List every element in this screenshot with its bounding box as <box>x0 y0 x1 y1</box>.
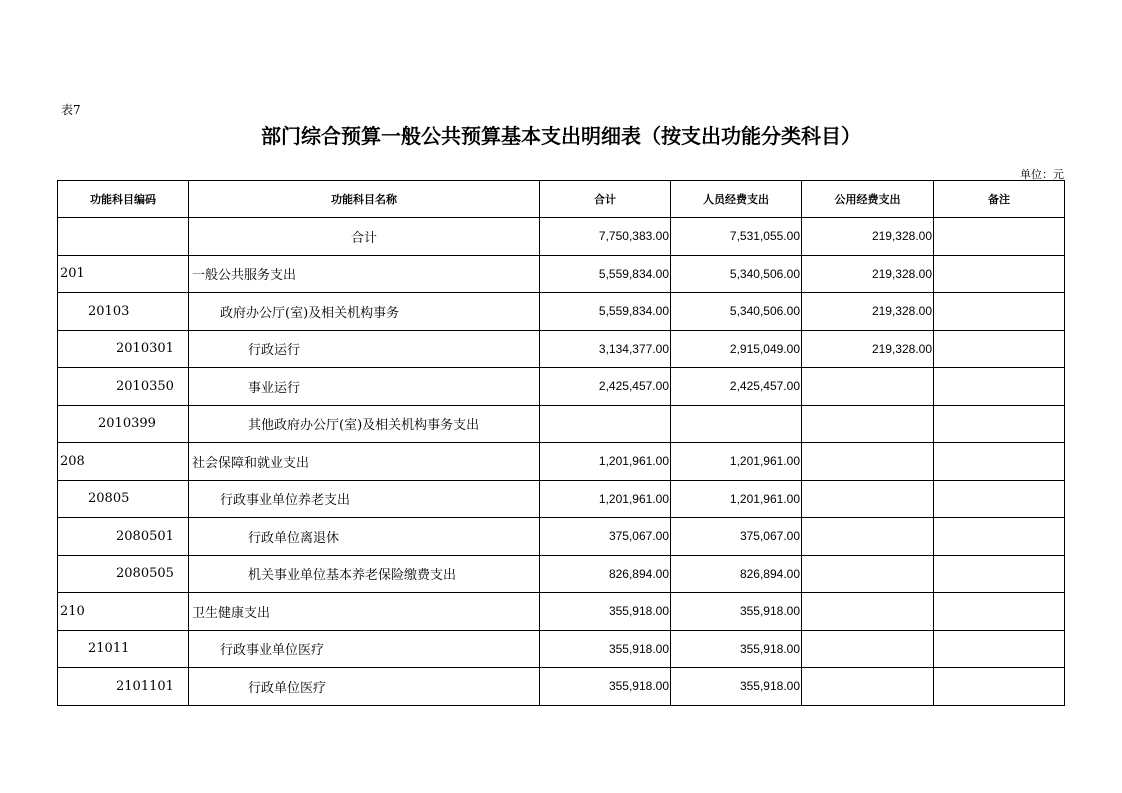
public-cell <box>802 443 934 481</box>
name-cell: 其他政府办公厅(室)及相关机构事务支出 <box>189 405 540 443</box>
total-name-cell: 合计 <box>189 218 540 256</box>
remark-cell <box>934 480 1065 518</box>
name-cell: 卫生健康支出 <box>189 593 540 631</box>
name-cell: 社会保障和就业支出 <box>189 443 540 481</box>
table-row <box>58 293 1065 331</box>
total-cell: 1,201,961.00 <box>540 443 671 481</box>
personnel-cell: 355,918.00 <box>671 668 802 706</box>
total-cell <box>540 405 671 443</box>
name-cell: 行政运行 <box>189 330 540 368</box>
code-cell: 2010399 <box>58 405 189 443</box>
personnel-cell: 1,201,961.00 <box>671 480 802 518</box>
unit-label: 单位：元 <box>1020 168 1064 181</box>
table-row <box>58 330 1065 368</box>
code-cell: 208 <box>58 443 189 481</box>
public-cell <box>802 405 934 443</box>
personnel-cell: 5,340,506.00 <box>671 255 802 293</box>
total-amount-cell: 7,750,383.00 <box>540 218 671 256</box>
total-cell: 3,134,377.00 <box>540 330 671 368</box>
public-cell <box>802 593 934 631</box>
header-public: 公用经费支出 <box>802 181 934 218</box>
total-row <box>58 218 1065 256</box>
personnel-cell: 2,915,049.00 <box>671 330 802 368</box>
total-cell: 1,201,961.00 <box>540 480 671 518</box>
total-cell: 5,559,834.00 <box>540 255 671 293</box>
table-row <box>58 593 1065 631</box>
personnel-cell <box>671 405 802 443</box>
total-cell: 355,918.00 <box>540 630 671 668</box>
total-cell: 355,918.00 <box>540 668 671 706</box>
code-cell: 2010301 <box>58 330 189 368</box>
name-cell: 事业运行 <box>189 368 540 406</box>
name-cell: 行政事业单位养老支出 <box>189 480 540 518</box>
header-code: 功能科目编码 <box>58 181 189 218</box>
public-cell <box>802 480 934 518</box>
remark-cell <box>934 593 1065 631</box>
remark-cell <box>934 443 1065 481</box>
header-total: 合计 <box>540 181 671 218</box>
public-cell: 219,328.00 <box>802 293 934 331</box>
remark-cell <box>934 668 1065 706</box>
name-cell: 行政单位医疗 <box>189 668 540 706</box>
header-remark: 备注 <box>934 181 1065 218</box>
personnel-cell: 375,067.00 <box>671 518 802 556</box>
public-cell <box>802 668 934 706</box>
code-cell: 201 <box>58 255 189 293</box>
table-row <box>58 555 1065 593</box>
table-row <box>58 443 1065 481</box>
name-cell: 机关事业单位基本养老保险缴费支出 <box>189 555 540 593</box>
table-row <box>58 405 1065 443</box>
table-header-row <box>58 181 1065 218</box>
remark-cell <box>934 518 1065 556</box>
remark-cell <box>934 293 1065 331</box>
code-cell: 2010350 <box>58 368 189 406</box>
table-row <box>58 518 1065 556</box>
table-row <box>58 668 1065 706</box>
code-cell: 20103 <box>58 293 189 331</box>
header-personnel: 人员经费支出 <box>671 181 802 218</box>
table-number-label: 表7 <box>61 103 81 117</box>
remark-cell <box>934 330 1065 368</box>
table-row <box>58 368 1065 406</box>
code-cell: 2080505 <box>58 555 189 593</box>
name-cell: 政府办公厅(室)及相关机构事务 <box>189 293 540 331</box>
table-row <box>58 255 1065 293</box>
remark-cell <box>934 630 1065 668</box>
header-name: 功能科目名称 <box>189 181 540 218</box>
total-cell: 2,425,457.00 <box>540 368 671 406</box>
personnel-cell: 1,201,961.00 <box>671 443 802 481</box>
total-cell: 5,559,834.00 <box>540 293 671 331</box>
public-cell <box>802 555 934 593</box>
name-cell: 行政单位离退休 <box>189 518 540 556</box>
code-cell: 21011 <box>58 630 189 668</box>
total-cell: 355,918.00 <box>540 593 671 631</box>
code-cell: 2101101 <box>58 668 189 706</box>
remark-cell <box>934 368 1065 406</box>
public-cell: 219,328.00 <box>802 330 934 368</box>
code-cell: 20805 <box>58 480 189 518</box>
name-cell: 行政事业单位医疗 <box>189 630 540 668</box>
code-cell: 210 <box>58 593 189 631</box>
public-cell <box>802 518 934 556</box>
total-remark-cell <box>934 218 1065 256</box>
personnel-cell: 2,425,457.00 <box>671 368 802 406</box>
total-cell: 375,067.00 <box>540 518 671 556</box>
total-public-cell: 219,328.00 <box>802 218 934 256</box>
code-cell: 2080501 <box>58 518 189 556</box>
total-code-cell <box>58 218 189 256</box>
personnel-cell: 5,340,506.00 <box>671 293 802 331</box>
personnel-cell: 355,918.00 <box>671 593 802 631</box>
total-personnel-cell: 7,531,055.00 <box>671 218 802 256</box>
budget-table <box>57 180 1065 706</box>
total-cell: 826,894.00 <box>540 555 671 593</box>
personnel-cell: 355,918.00 <box>671 630 802 668</box>
remark-cell <box>934 555 1065 593</box>
page-title: 部门综合预算一般公共预算基本支出明细表（按支出功能分类科目） <box>261 124 861 148</box>
public-cell <box>802 368 934 406</box>
table-row <box>58 480 1065 518</box>
name-cell: 一般公共服务支出 <box>189 255 540 293</box>
public-cell <box>802 630 934 668</box>
personnel-cell: 826,894.00 <box>671 555 802 593</box>
remark-cell <box>934 405 1065 443</box>
public-cell: 219,328.00 <box>802 255 934 293</box>
remark-cell <box>934 255 1065 293</box>
table-row <box>58 630 1065 668</box>
